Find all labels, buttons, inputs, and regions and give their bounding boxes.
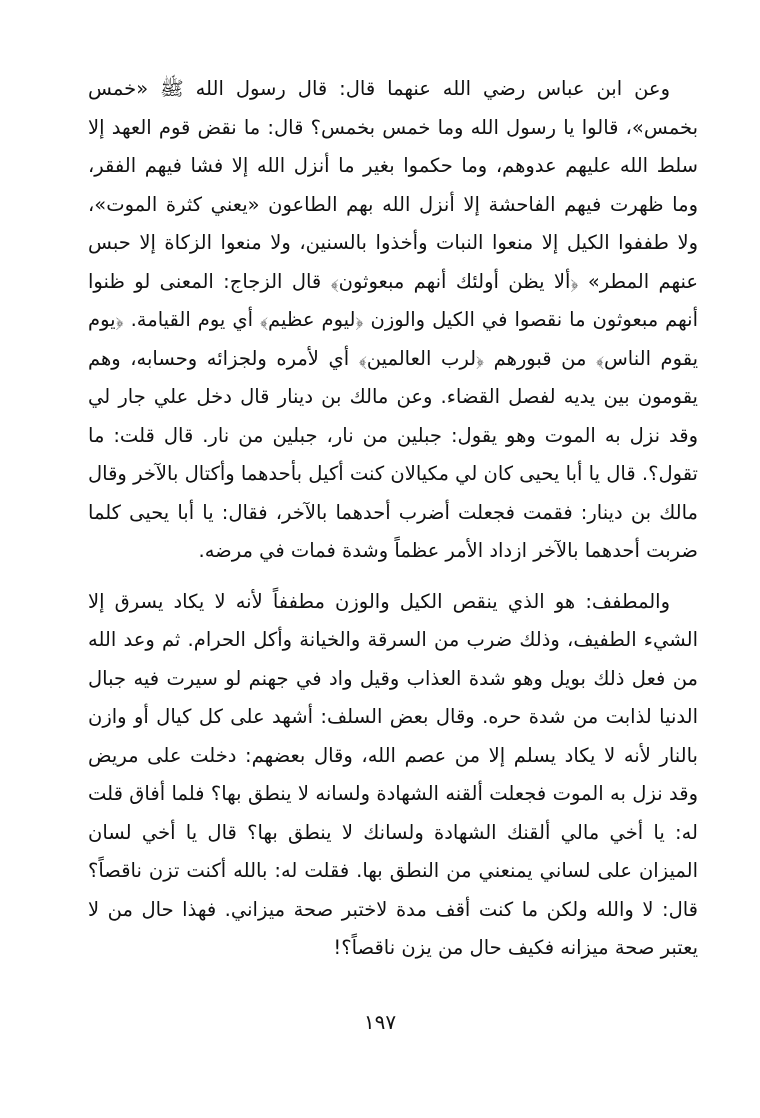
page-body: [88, 70, 698, 968]
page-number: ١٩٧: [363, 1010, 397, 1034]
paragraph-2: والمطفف: هو الذي ينقص الكيل والوزن مطففاً لأنه لا يكاد يسرق إلا الشيء الطفيف، وذلك ضرب من السرقة والخيانة وأكل الحرام. ثم وعد الله من فعل ذلك بويل وهو شدة العذاب وقيل واد في جهنم لو سيرت فيه جبال الدنيا لذابت من شدة حره. وقال بعض السلف: أشهد على كل كيال أو وازن بالنار لأنه لا يكاد يسلم إلا من عصم الله، وقال بعضهم: دخلت على مريض وقد نزل به الموت فجعلت ألقنه الشهادة ولسانه لا ينطق بها؟ فلما أفاق قلت له: يا أخي مالي ألقنك الشهادة ولسانك لا ينطق بها؟ قال يا أخي لسان الميزان على لساني يمنعني من النطق بها. فقلت له: بالله أكنت تزن ناقصاً؟ قال: لا والله ولكن ما كنت أقف مدة لاختبر صحة ميزاني. فهذا حال من لا يعتبر صحة ميزانه فكيف حال من يزن ناقصاً؟!: [88, 589, 698, 959]
paragraph-1: وعن ابن عباس رضي الله عنهما قال: قال رسول الله ﷺ «خمس بخمس»، قالوا يا رسول الله وما خمس بخمس؟ قال: ما نقض قوم العهد إلا سلط الله عليهم عدوهم، وما حكموا بغير ما أنزل الله إلا فشا فيهم الفقر، وما ظهرت فيهم الفاحشة إلا أنزل الله بهم الطاعون «يعني كثرة الموت»، ولا طففوا الكيل إلا منعوا النبات وأخذوا بالسنين، ولا منعوا الزكاة إلا حبس عنهم المطر» ﴿ألا يظن أولئك أنهم مبعوثون﴾ قال الزجاج: المعنى لو ظنوا أنهم مبعوثون ما نقصوا في الكيل والوزن ﴿ليوم عظيم﴾ أي يوم القيامة. ﴿يوم يقوم الناس﴾ من قبورهم ﴿لرب العالمين﴾ أي لأمره ولجزائه وحسابه، وهم يقومون بين يديه لفصل القضاء. وعن مالك بن دينار قال دخل علي جار لي وقد نزل به الموت وهو يقول: جبلين من نار، جبلين من نار. قال قلت: ما تقول؟. قال يا أبا يحيى كان لي مكيالان كنت أكيل بأحدهما وأكتال بالآخر وقال مالك بن دينار: فقمت فجعلت أضرب أحدهما بالآخر، فقال: يا أبا يحيى كلما ضربت أحدهما بالآخر ازداد الأمر عظماً وشدة فمات في مرضه.: [88, 77, 698, 562]
